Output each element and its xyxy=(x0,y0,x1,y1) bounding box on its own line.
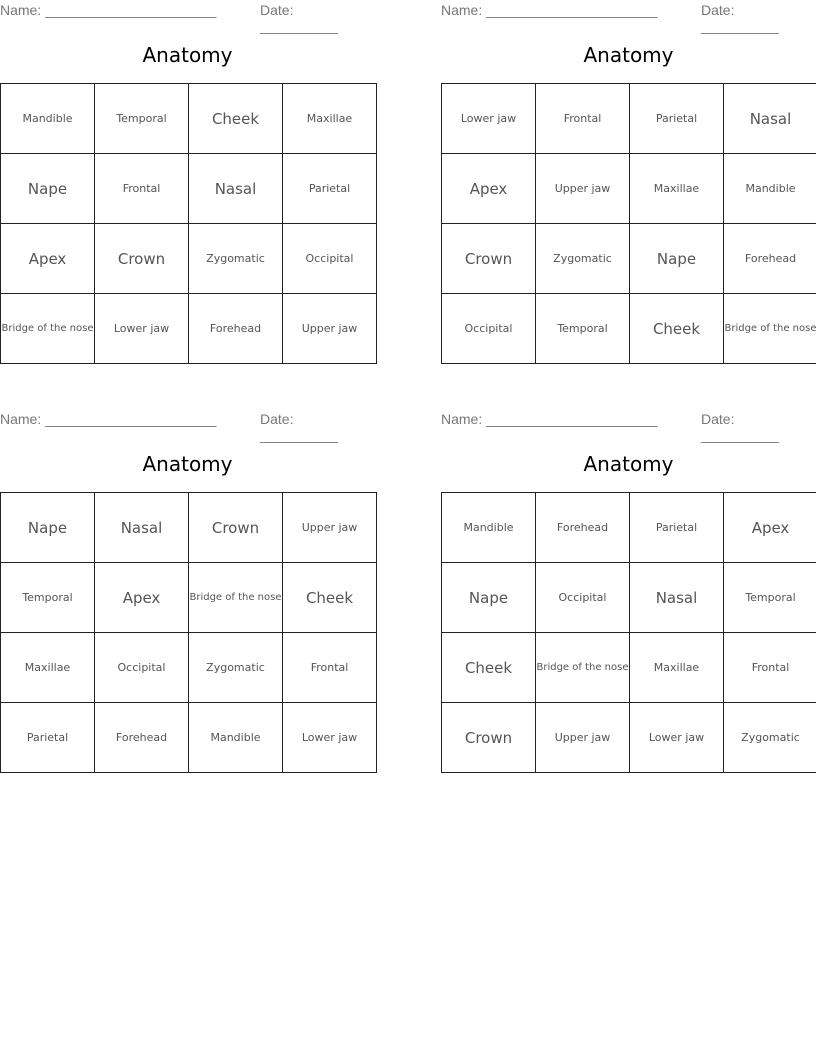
grid-cell: Cheek xyxy=(189,84,283,154)
grid-cell: Zygomatic xyxy=(189,633,283,703)
bingo-grid xyxy=(441,492,816,773)
grid-cell: Upper jaw xyxy=(283,294,377,364)
grid-cell: Upper jaw xyxy=(536,703,630,773)
grid-row xyxy=(1,294,377,364)
grid-cell: Frontal xyxy=(283,633,377,703)
grid-row xyxy=(1,493,377,563)
grid-cell: Bridge of the nose xyxy=(724,294,816,364)
grid-cell: Occipital xyxy=(536,563,630,633)
card-title: Anatomy xyxy=(142,452,233,476)
grid-row xyxy=(442,294,816,364)
grid-cell: Cheek xyxy=(442,633,536,703)
grid-cell: Upper jaw xyxy=(283,493,377,563)
grid-cell: Temporal xyxy=(95,84,189,154)
grid-cell: Mandible xyxy=(1,84,95,154)
grid-cell: Parietal xyxy=(630,493,724,563)
bingo-grid xyxy=(0,492,377,773)
grid-row xyxy=(442,563,816,633)
date-field-label: Date: __________ xyxy=(701,2,779,34)
grid-cell: Forehead xyxy=(189,294,283,364)
grid-cell: Parietal xyxy=(630,84,724,154)
bingo-card-1 xyxy=(0,0,375,375)
date-field-label: Date: __________ xyxy=(701,411,779,443)
grid-cell: Maxillae xyxy=(283,84,377,154)
grid-cell: Nasal xyxy=(724,84,816,154)
grid-cell: Maxillae xyxy=(1,633,95,703)
grid-cell: Bridge of the nose xyxy=(189,563,283,633)
grid-cell: Lower jaw xyxy=(283,703,377,773)
grid-cell: Zygomatic xyxy=(724,703,816,773)
grid-cell: Bridge of the nose xyxy=(536,633,630,703)
grid-cell: Frontal xyxy=(724,633,816,703)
name-field-label: Name: ______________________ xyxy=(0,411,217,427)
card-header xyxy=(0,2,375,34)
grid-cell: Nape xyxy=(1,493,95,563)
grid-row xyxy=(442,703,816,773)
grid-cell: Nape xyxy=(630,224,724,294)
name-field-label: Name: ______________________ xyxy=(0,2,217,18)
grid-cell: Forehead xyxy=(95,703,189,773)
grid-row xyxy=(1,84,377,154)
grid-row xyxy=(442,84,816,154)
grid-cell: Apex xyxy=(724,493,816,563)
grid-cell: Apex xyxy=(95,563,189,633)
grid-cell: Frontal xyxy=(536,84,630,154)
grid-cell: Mandible xyxy=(442,493,536,563)
grid-cell: Frontal xyxy=(95,154,189,224)
date-field-label: Date: __________ xyxy=(260,2,338,34)
grid-row xyxy=(1,703,377,773)
grid-cell: Upper jaw xyxy=(536,154,630,224)
grid-cell: Forehead xyxy=(536,493,630,563)
grid-cell: Nasal xyxy=(95,493,189,563)
grid-cell: Crown xyxy=(442,703,536,773)
grid-cell: Occipital xyxy=(95,633,189,703)
grid-cell: Cheek xyxy=(630,294,724,364)
grid-cell: Mandible xyxy=(724,154,816,224)
grid-row xyxy=(442,224,816,294)
grid-cell: Nape xyxy=(1,154,95,224)
grid-cell: Mandible xyxy=(189,703,283,773)
grid-cell: Occipital xyxy=(442,294,536,364)
date-field-label: Date: __________ xyxy=(260,411,338,443)
bingo-card-4 xyxy=(441,409,816,784)
name-field-label: Name: ______________________ xyxy=(441,411,658,427)
grid-cell: Apex xyxy=(442,154,536,224)
card-header xyxy=(0,411,375,443)
grid-cell: Maxillae xyxy=(630,633,724,703)
name-field-label: Name: ______________________ xyxy=(441,2,658,18)
bingo-grid xyxy=(441,83,816,364)
grid-cell: Crown xyxy=(95,224,189,294)
grid-cell: Forehead xyxy=(724,224,816,294)
grid-row xyxy=(442,154,816,224)
grid-cell: Parietal xyxy=(283,154,377,224)
bingo-card-2 xyxy=(441,0,816,375)
bingo-card-3 xyxy=(0,409,375,784)
grid-cell: Nape xyxy=(442,563,536,633)
grid-cell: Occipital xyxy=(283,224,377,294)
grid-cell: Nasal xyxy=(189,154,283,224)
card-title: Anatomy xyxy=(142,43,233,67)
grid-cell: Zygomatic xyxy=(189,224,283,294)
card-header xyxy=(441,411,816,443)
grid-row xyxy=(442,493,816,563)
grid-cell: Crown xyxy=(189,493,283,563)
card-title: Anatomy xyxy=(583,43,674,67)
grid-cell: Maxillae xyxy=(630,154,724,224)
grid-cell: Lower jaw xyxy=(95,294,189,364)
grid-cell: Zygomatic xyxy=(536,224,630,294)
grid-row xyxy=(1,633,377,703)
card-header xyxy=(441,2,816,34)
card-title: Anatomy xyxy=(583,452,674,476)
grid-cell: Cheek xyxy=(283,563,377,633)
grid-cell: Crown xyxy=(442,224,536,294)
grid-cell: Lower jaw xyxy=(442,84,536,154)
grid-cell: Temporal xyxy=(724,563,816,633)
grid-cell: Nasal xyxy=(630,563,724,633)
grid-cell: Temporal xyxy=(1,563,95,633)
grid-row xyxy=(1,563,377,633)
grid-cell: Bridge of the nose xyxy=(1,294,95,364)
grid-cell: Apex xyxy=(1,224,95,294)
grid-cell: Parietal xyxy=(1,703,95,773)
grid-row xyxy=(442,633,816,703)
grid-row xyxy=(1,224,377,294)
grid-cell: Temporal xyxy=(536,294,630,364)
grid-cell: Lower jaw xyxy=(630,703,724,773)
bingo-grid xyxy=(0,83,377,364)
grid-row xyxy=(1,154,377,224)
